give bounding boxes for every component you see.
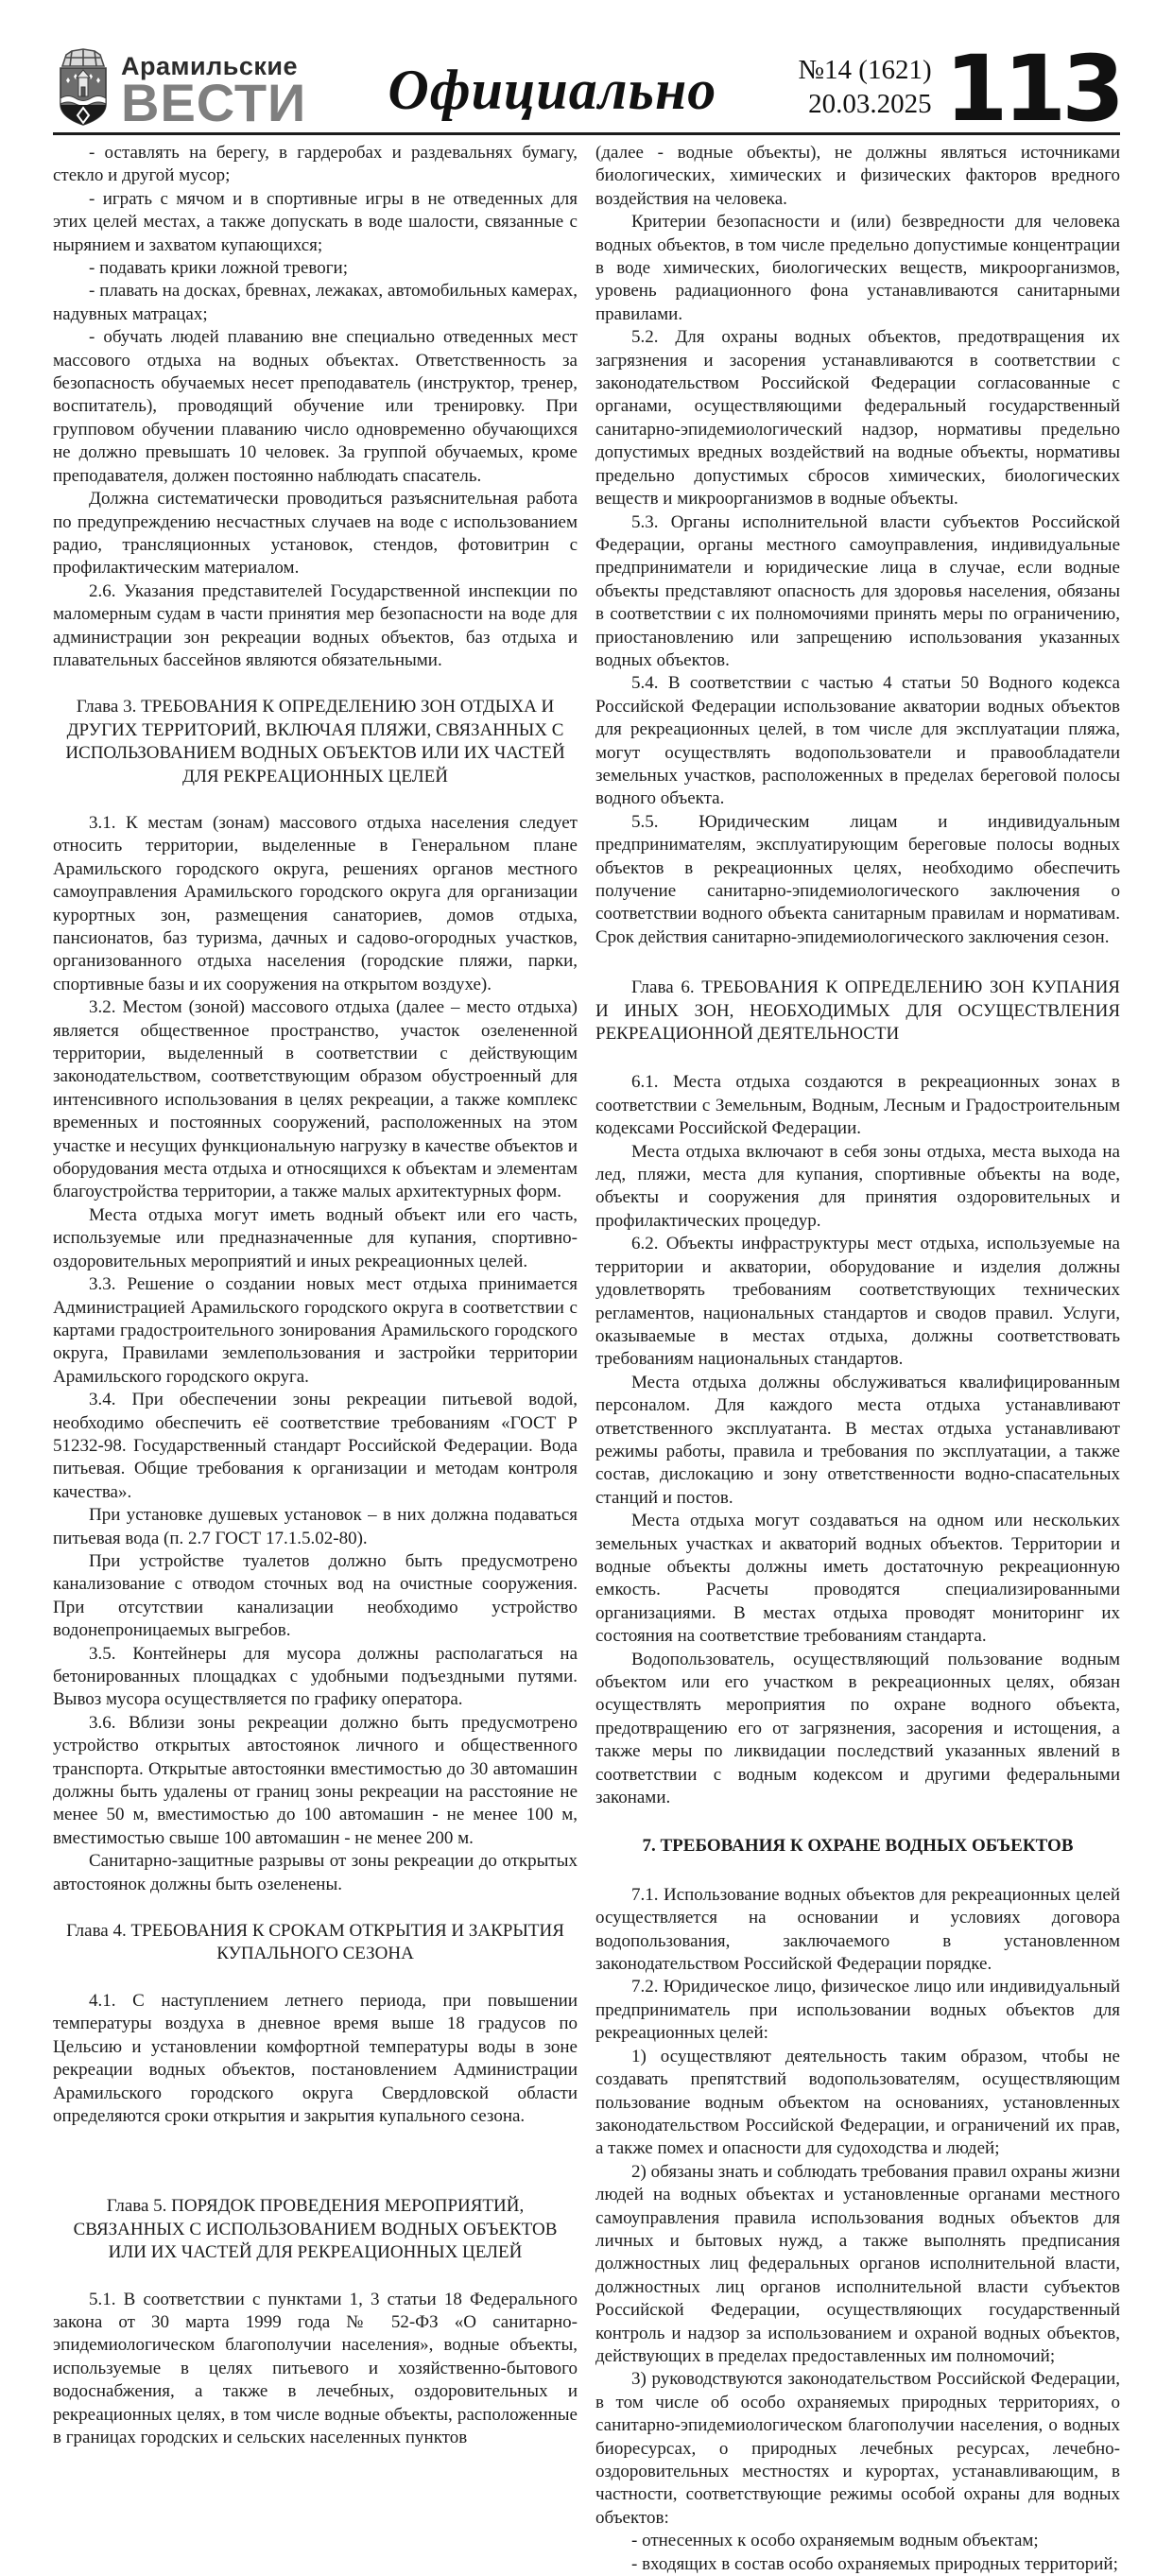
paragraph: - плавать на досках, бревнах, лежаках, автомобильных камерах, надувных матрацах; [53, 281, 578, 324]
paragraph: Должна систематически проводиться разъяснительная работа по предупреждению несчастных случаев на воде с использованием радио, трансляционных установок, стендов, фотовитрин с профилактическим материалом. [53, 489, 578, 579]
paragraph: - оставлять на берегу, в гардеробах и раздевальнях бумагу, стекло и другой мусор; [53, 143, 578, 186]
paragraph: 2.6. Указания представителей Государственной инспекции по маломерным судам в части принятия мер безопасности на воде для администрации зон рекреации водных объектов, баз отдыха и плавательных бассейнов являются обязательными. [53, 580, 578, 670]
coat-of-arms-icon [53, 45, 113, 127]
left-column [53, 142, 578, 2576]
paragraph: 1) осуществляют деятельность таким образом, чтобы не создавать препятствий водопользователям, осуществляющим пользование водным объектом на основаниях, установленных законодательством Российской Федерации, и ограничений их прав, а также помех и опасности для судоходства и людей; [595, 2046, 1120, 2159]
paragraph: 5.2. Для охраны водных объектов, предотвращения их загрязнения и засорения устанавливаются в соответствии с законодательством Российской Федерации согласованные с органами, осуществляющими федеральный государственный санитарно-эпидемиологический надзор, нормативы предельно допустимых вредных воздействий на водные объекты, нормативы предельно допустимых сбросов химических, биологических веществ и микроорганизмов в водные объекты. [595, 327, 1120, 510]
paragraph: Места отдыха могут иметь водный объект или его часть, используемые или предназначенные для купания, спортивно-оздоровительных мероприятий и иных рекреационных целей. [53, 1204, 578, 1271]
paragraph: 2) обязаны знать и соблюдать требования правил охраны жизни людей на водных объектах и установленные органами местного самоуправления правила использования водных объектов для личных и бытовых нужд, а также выполнять предписания должностных лиц федеральных органов исполнительной власти, должностных лиц органов исполнительной власти субъектов Российской Федерации, осуществляющих государственный контроль и надзор за использованием и охраной водных объектов, действующих в пределах предоставленных им полномочий; [595, 2161, 1120, 2366]
chapter-heading: Глава 6. ТРЕБОВАНИЯ К ОПРЕДЕЛЕНИЮ ЗОН КУПАНИЯ И ИНЫХ ЗОН, НЕОБХОДИМЫХ ДЛЯ ОСУЩЕСТВЛЕНИЯ РЕКРЕАЦИОННОЙ ДЕЯТЕЛЬНОСТИ [595, 977, 1120, 1045]
paragraph: - обучать людей плаванию вне специально отведенных мест массового отдыха на водных объектах. Ответственность за безопасность обучаемых несет преподаватель (инструктор, тренер, воспитатель), проводящий обучение или тренировку. При групповом обучении плаванию число одновременно обучающихся не должно превышать 10 человек. За группой обучаемых, кроме преподавателя, должен постоянно наблюдать спасатель. [53, 327, 578, 486]
paragraph: 5.3. Органы исполнительной власти субъектов Российской Федерации, органы местного самоуправления, индивидуальные предприниматели и юридические лица в случае, если водные объекты представляют опасность для здоровья населения, обязаны в соответствии с их полномочиями принять меры по ограничению, приостановлению или запрещению использования указанных водных объектов. [595, 511, 1120, 670]
paragraph: 6.1. Места отдыха создаются в рекреационных зонах в соответствии с Земельным, Водным, Лесным и Градостроительным кодексами Российской Федерации. [595, 1072, 1120, 1139]
article-body [53, 142, 1120, 2576]
paragraph: При установке душевых установок – в них должна подаваться питьевая вода (п. 2.7 ГОСТ 17.1.5.02-80). [53, 1505, 578, 1548]
issue-number: №14 (1621) [798, 55, 932, 86]
paragraph: 7.1. Использование водных объектов для рекреационных целей осуществляется на основании и условиях договора водопользования, заключаемого в установленном законодательством Российской Федерации порядке. [595, 1884, 1120, 1975]
issue-date: 20.03.2025 [808, 88, 932, 119]
paragraph: Места отдыха должны обслуживаться квалифицированным персоналом. Для каждого места отдыха устанавливают ответственного эксплуатанта. В местах отдыха устанавливают режимы работы, правила и требования по эксплуатации, а также состав, дислокацию и зону ответственности водно-спасательных станций и постов. [595, 1372, 1120, 1508]
chapter-heading: 7. ТРЕБОВАНИЯ К ОХРАНЕ ВОДНЫХ ОБЪЕКТОВ [642, 1836, 1074, 1857]
paragraph: - входящих в состав особо охраняемых природных территорий; [631, 2553, 1118, 2574]
paragraph: 4.1. С наступлением летнего периода, при повышении температуры воздуха в дневное время выше 18 градусов по Цельсию и установлении комфортной температуры воды в зоне рекреации водных объектов, постановлением Администрации Арамильского городского округа Свердловской области определяются сроки открытия и закрытия купального сезона. [53, 1990, 578, 2126]
page-header [53, 36, 1120, 143]
brand-block [53, 45, 307, 133]
paragraph: 3) руководствуются законодательством Российской Федерации, в том числе об особо охраняемых природных территориях, о санитарно-эпидемиологическом благополучии населения, о водных биоресурсах, о природных лечебных ресурсах, лечебно-оздоровительных местностях и курортах, устанавливающим, в частности, соответствующие режимы особой охраны для водных объектов: [595, 2369, 1120, 2528]
paragraph: 5.1. В соответствии с пунктами 1, 3 статьи 18 Федерального закона от 30 марта 1999 года № 52-ФЗ «О санитарно-эпидемиологическом благополучии населения», водные объекты, используемые в целях питьевого и хозяйственно-бытового водоснабжения, а также в лечебных, оздоровительных и рекреационных целях, в том числе водные объекты, расположенные в границах городских и сельских населенных пунктов [53, 2289, 578, 2447]
paragraph: 5.4. В соответствии с частью 4 статьи 50 Водного кодекса Российской Федерации использование акватории водных объектов для рекреационных целей, в том числе для эксплуатации пляжа, могут осуществлять водопользователи и правообладатели земельных участков, расположенных в пределах береговой полосы водного объекта. [595, 673, 1120, 809]
paragraph: 3.1. К местам (зонам) массового отдыха населения следует относить территории, выделенные в Генеральном плане Арамильского городского округа, решениях органов местного самоуправления Арамильского городского округа для организации курортных зон, размещения санаториев, домов отдыха, пансионатов, баз туризма, дачных и садово-огородных участков, организованного отдыха населения (городские пляжи, парки, спортивные базы и их сооружения на открытом воздухе). [53, 812, 578, 994]
chapter-heading: Глава 3. ТРЕБОВАНИЯ К ОПРЕДЕЛЕНИЮ ЗОН ОТДЫХА И ДРУГИХ ТЕРРИТОРИЙ, ВКЛЮЧАЯ ПЛЯЖИ, СВЯЗАННЫХ С ИСПОЛЬЗОВАНИЕМ ВОДНЫХ ОБЪЕКТОВ ИЛИ ИХ ЧАСТЕЙ ДЛЯ РЕКРЕАЦИОННЫХ ЦЕЛЕЙ [65, 697, 565, 787]
paragraph: Санитарно-защитные разрывы от зоны рекреации до открытых автостоянок должны быть озеленены. [53, 1851, 578, 1894]
paragraph: 6.2. Объекты инфраструктуры мест отдыха, используемые на территории и акватории, оборудование и изделия должны удовлетворять требованиям соответствующих технических регламентов, национальных стандартов и сводов правил. Услуги, оказываемые в местах отдыха, должны соответствовать требованиям национальных стандартов. [595, 1234, 1120, 1370]
paragraph: Места отдыха могут создаваться на одном или нескольких земельных участках и акваторий водных объектов. Территории и водные объекты должны иметь достаточную рекреационную емкость. Расчеты проводятся специализированными организациями. В местах отдыха проводят мониторинг их состояния на соответствие требованиям стандарта. [595, 1511, 1120, 1647]
chapter-heading: Глава 4. ТРЕБОВАНИЯ К СРОКАМ ОТКРЫТИЯ И ЗАКРЫТИЯ КУПАЛЬНОГО СЕЗОНА [66, 1921, 564, 1964]
section-title: Официально [388, 59, 717, 121]
paragraph: Водопользователь, осуществляющий пользование водным объектом или его участком в рекреационных целях, обязан осуществлять мероприятия по охране водного объекта, предотвращению его от загрязнения, засорения и истощения, а также меры по ликвидации последствий указанных явлений в соответствии с водным кодексом и другими федеральными законами. [595, 1649, 1120, 1808]
paragraph: - играть с мячом и в спортивные игры в не отведенных для этих целей местах, а также допускать в воде шалости, связанные с нырянием и захватом купающихся; [53, 188, 578, 255]
paragraph: 3.5. Контейнеры для мусора должны располагаться на бетонированных площадках с удобными подъездными путями. Вывоз мусора осуществляется по графику оператора. [53, 1643, 578, 1710]
chapter-heading: Глава 5. ПОРЯДОК ПРОВЕДЕНИЯ МЕРОПРИЯТИЙ, СВЯЗАННЫХ С ИСПОЛЬЗОВАНИЕМ ВОДНЫХ ОБЪЕКТОВ ИЛИ ИХ ЧАСТЕЙ ДЛЯ РЕКРЕАЦИОННЫХ ЦЕЛЕЙ [73, 2196, 558, 2263]
paragraph: 5.5. Юридическим лицам и индивидуальным предпринимателям, эксплуатирующим береговые полосы водных объектов в рекреационных целях, необходимо обеспечить получение санитарно-эпидемиологического заключения о соответствии водного объекта санитарным правилам и нормативам. Срок действия санитарно-эпидемиологического заключения сезон. [595, 811, 1120, 947]
right-column [595, 142, 1120, 2576]
paragraph: 3.6. Вблизи зоны рекреации должно быть предусмотрено устройство открытых автостоянок личного и общественного транспорта. Открытые автостоянки вместимостью до 30 автомашин должны быть удалены от границ зоны рекреации на расстояние не менее 50 м, вместимостью до 100 автомашин - не менее 100 м, вместимостью свыше 100 автомашин - не менее 200 м. [53, 1712, 578, 1848]
brand-name-top: Арамильские [121, 52, 298, 81]
paragraph: 3.3. Решение о создании новых мест отдыха принимается Администрацией Арамильского городского округа в соответствии с картами градостроительного зонирования Арамильского городского округа, Правилами землепользования и застройки территории Арамильского городского округа. [53, 1274, 578, 1387]
paragraph: - подавать крики ложной тревоги; [89, 258, 348, 279]
issue-block [798, 54, 931, 127]
paragraph: - отнесенных к особо охраняемым водным объектам; [631, 2531, 1039, 2551]
paragraph: (далее - водные объекты), не должны являться источниками биологических, химических и физических факторов вредного воздействия на человека. [595, 143, 1120, 209]
brand-name-bottom: ВЕСТИ [121, 73, 307, 133]
paragraph: 7.2. Юридическое лицо, физическое лицо или индивидуальный предприниматель при использовании водных объектов для рекреационных целей: [595, 1977, 1120, 2044]
spacer [53, 2128, 578, 2171]
paragraph: Критерии безопасности и (или) безвредности для человека водных объектов, в том числе предельно допустимые концентрации в воде химических, биологических веществ, микроорганизмов, уровень радиационного фона устанавливаются санитарными правилами. [595, 212, 1120, 324]
brand-text [121, 52, 307, 133]
paragraph: При устройстве туалетов должно быть предусмотрено канализование с отводом сточных вод на очистные сооружения. При отсутствии канализации необходимо устройство водонепроницаемых выгребов. [53, 1550, 578, 1641]
paragraph: 3.4. При обеспечении зоны рекреации питьевой водой, необходимо обеспечить её соответствие требованиям «ГОСТ Р 51232-98. Государственный стандарт Российской Федерации. Вода питьевая. Общие требования к организации и методам контроля качества». [53, 1390, 578, 1502]
paragraph: Места отдыха включают в себя зоны отдыха, места выхода на лед, пляжи, места для купания, спортивные объекты на воде, объекты и сооружения для принятия оздоровительных и профилактических процедур. [595, 1141, 1120, 1231]
paragraph: 3.2. Местом (зоной) массового отдыха (далее – место отдыха) является общественное пространство, участок озелененной территории, выделенный в соответствии с действующим законодательством, соответствующим образом обустроенный для интенсивного использования в целях рекреации, а также комплекс временных и постоянных сооружений, расположенных на этом участке и несущих функциональную нагрузку в качестве объектов и оборудования места отдыха и относящихся к объектам и элементам благоустройства территории, а также малых архитектурных форм. [53, 997, 578, 1202]
page-number: 113 [944, 36, 1120, 143]
